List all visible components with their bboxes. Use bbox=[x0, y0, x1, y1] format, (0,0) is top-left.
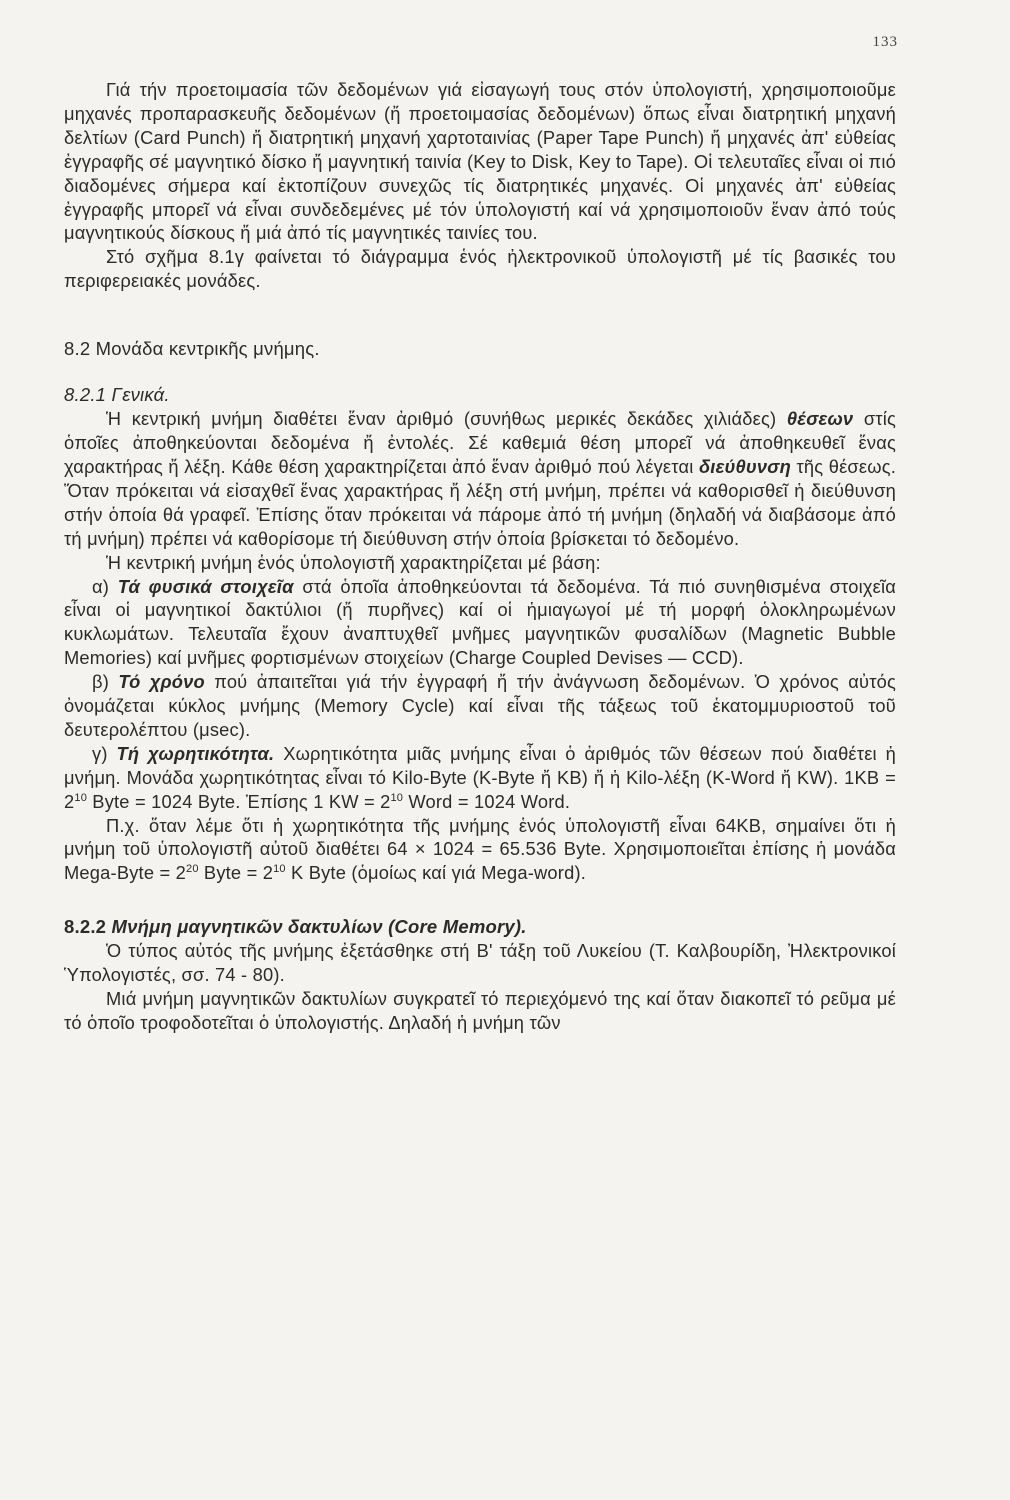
example-paragraph bbox=[64, 814, 896, 886]
general-paragraph-1 bbox=[64, 407, 896, 550]
section-heading-8-2 bbox=[64, 337, 896, 361]
list-label: β) bbox=[92, 671, 110, 693]
text-run: Χωρητικότητα μιᾶς μνήμης εἶναι ὁ ἀριθμός τῶν θέσεων πού διαθέτει ἡ μνήμη. Μονάδα χωρητικότητας εἶναι τό Kilo-Byte (K-Byte ἤ KB) ἤ ἡ Kilo-λέξη (K-Word ἤ KW). 1KB = 2 bbox=[64, 742, 897, 812]
text-run: Ἡ κεντρική μνήμη διαθέτει ἕναν ἀριθμό (συνήθως μερικές δεκάδες χιλιάδες) bbox=[106, 408, 777, 430]
subsection-title: Μνήμη μαγνητικῶν δακτυλίων (Core Memory). bbox=[111, 916, 527, 938]
text-run: στά ὁποῖα ἀποθηκεύονται τά δεδομένα. Τά πιό συνηθισμένα στοιχεῖα εἶναι οἱ μαγνητικοί δακτύλιοι (ἤ πυρῆνες) καί οἱ ἡμιαγωγοί μέ τή μορφή ὁλοκληρωμένων κυκλωμάτων. Τελευταῖα ἔχουν ἀναπτυχθεῖ μνῆμες μαγνητικῶν φυσαλίδων (Magnetic Bubble Memories) καί μνῆμες φορτισμένων στοιχείων (Charge Coupled Devises — CCD). bbox=[64, 575, 897, 669]
exponent: 20 bbox=[186, 863, 199, 876]
exponent: 10 bbox=[74, 791, 88, 804]
list-item-a bbox=[64, 575, 896, 671]
text-run: τῆς θέσεως. Ὅταν πρόκειται νά εἰσαχθεῖ ἕνας χαρακτήρας ἤ λέξη στή μνήμη, πρέπει νά καθορισθεῖ ἡ διεύθυνση στήν ὁποία θά γραφεῖ. Ἐπίσης ὅταν πρόκειται νά πάρομε ἀπό τή μνήμη (δηλαδή νά διαβάσομε ἀπό τή μνήμη) πρέπει νά καθορίσομε τή διεύθυνση στήν ὁποία βρίσκεται τό δεδομένο. bbox=[64, 455, 897, 549]
term-time: Τό χρόνο bbox=[118, 671, 205, 693]
core-memory-paragraph-2: Μιά μνήμη μαγνητικῶν δακτυλίων συγκρατεῖ τό περιεχόμενό της καί ὅταν διακοπεῖ τό ρεῦμα μέ τό ὁποῖο τροφοδοτεῖται ὁ ὑπολογιστής. Δηλαδή ἡ μνήμη τῶν bbox=[64, 988, 896, 1033]
exponent: 10 bbox=[390, 791, 404, 804]
page-number: 133 bbox=[872, 34, 898, 50]
term-address: διεύθυνση bbox=[698, 455, 792, 477]
list-item-c bbox=[64, 742, 896, 814]
subsection-number: 8.2.2 bbox=[64, 916, 107, 938]
text-run: Byte = 1024 Byte. Ἐπίσης 1 KW = 2 bbox=[87, 790, 391, 812]
section-title: Μονάδα κεντρικῆς μνήμης. bbox=[95, 338, 320, 360]
subsection-title: Γενικά. bbox=[111, 384, 170, 406]
exponent: 10 bbox=[273, 863, 286, 876]
text-run: Word = 1024 Word. bbox=[403, 790, 571, 812]
text-run: K Byte (ὁμοίως καί γιά Mega-word). bbox=[285, 862, 587, 884]
text-run: Byte = 2 bbox=[198, 862, 274, 884]
subsection-heading-8-2-1 bbox=[64, 383, 896, 407]
page-content bbox=[64, 78, 896, 1035]
core-memory-paragraph-1: Ὁ τύπος αὐτός τῆς μνήμης ἐξετάσθηκε στή Β' τάξη τοῦ Λυκείου (Τ. Καλβουρίδη, Ἠλεκτρονικοί Ὑπολογιστές, σσ. 74 - 80). bbox=[64, 940, 896, 986]
subsection-number: 8.2.1 bbox=[64, 384, 107, 406]
intro-paragraph-1: Γιά τήν προετοιμασία τῶν δεδομένων γιά εἰσαγωγή τους στόν ὑπολογιστή, χρησιμοποιοῦμε μηχανές προπαρασκευῆς δεδομένων (ἤ προετοιμασίας δεδομένων) ὅπως εἶναι διατρητική μηχανή δελτίων (Card Punch) ἤ διατρητική μηχανή χαρτοταινίας (Paper Tape Punch) ἤ μηχανές ἀπ' εὐθείας ἐγγραφῆς σέ μαγνητικό δίσκο ἤ μαγνητική ταινία (Key to Disk, Key to Tape). Οἱ τελευταῖες εἶναι οἱ πιό διαδομένες σήμερα καί ἐκτοπίζουν συνεχῶς τίς διατρητικές μηχανές. Οἱ μηχανές ἀπ' εὐθείας ἐγγραφῆς μπορεῖ νά εἶναι συνδεδεμένες μέ τόν ὑπολογιστή καί νά χρησιμοποιοῦν ἕναν ἀπό τούς μαγνητικούς δίσκους ἤ μιά ἀπό τίς μαγνητικές ταινίες του. bbox=[64, 79, 896, 244]
term-capacity: Τή χωρητικότητα. bbox=[116, 742, 275, 764]
text-run: πού ἀπαιτεῖται γιά τήν ἐγγραφή ἤ τήν ἀνάγνωση δεδομένων. Ὁ χρόνος αὐτός ὀνομάζεται κύκλος μνήμης (Memory Cycle) καί εἶναι τῆς τάξεως τοῦ ἑκατομμυριοστοῦ τοῦ δευτερολέπτου (μsec). bbox=[64, 671, 897, 740]
text-run: στίς ὁποῖες ἀποθηκεύονται δεδομένα ἤ ἐντολές. Σέ καθεμιά θέση μπορεῖ νά ἀποθηκευθεῖ ἕνας χαρακτήρας ἤ λέξη. Κάθε θέση χαρακτηρίζεται ἀπό ἕναν ἀριθμό πού λέγεται bbox=[64, 408, 897, 477]
section-number: 8.2 bbox=[64, 338, 91, 360]
intro-paragraph-2: Στό σχῆμα 8.1γ φαίνεται τό διάγραμμα ἑνός ἠλεκτρονικοῦ ὑπολογιστῆ μέ τίς βασικές του περιφερειακές μονάδες. bbox=[64, 246, 896, 292]
general-paragraph-2: Ἡ κεντρική μνήμη ἑνός ὑπολογιστῆ χαρακτηρίζεται μέ βάση: bbox=[106, 551, 601, 573]
term-physical-elements: Τά φυσικά στοιχεῖα bbox=[117, 575, 294, 597]
list-label: γ) bbox=[92, 742, 108, 764]
text-run: Π.χ. ὅταν λέμε ὅτι ἡ χωρητικότητα τῆς μνήμης ἑνός ὑπολογιστῆ εἶναι 64KB, σημαίνει ὅτι ἡ μνήμη τοῦ ὑπολογιστῆ αὐτοῦ διαθέτει 64 × 1024 = 65.536 Byte. Χρησιμοποιεῖται ἐπίσης ἡ μονάδα Mega-Byte = 2 bbox=[64, 814, 896, 884]
list-label: α) bbox=[92, 575, 110, 597]
subsection-heading-8-2-2 bbox=[64, 915, 896, 939]
list-item-b bbox=[64, 670, 896, 742]
term-positions: θέσεων bbox=[786, 408, 854, 430]
